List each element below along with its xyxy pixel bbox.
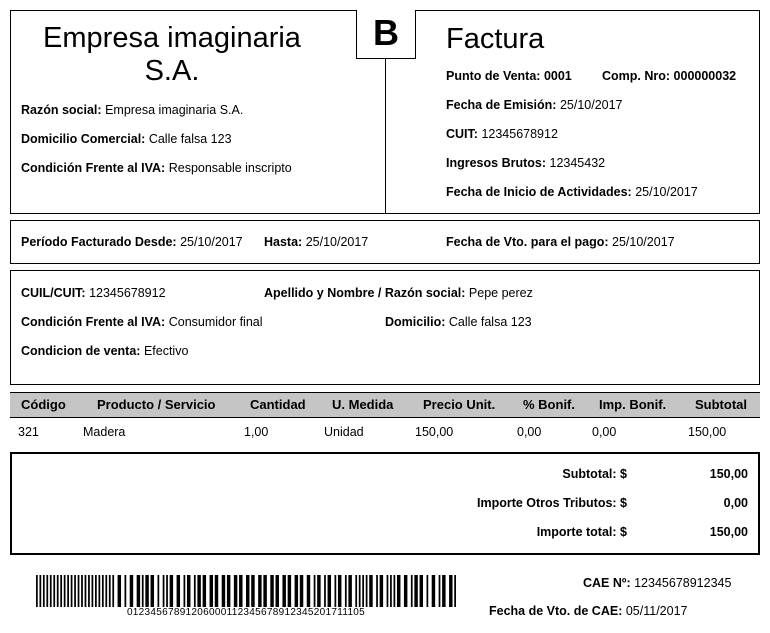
periodo-hasta-value: 25/10/2017: [305, 235, 369, 249]
barcode-bar: [439, 575, 441, 607]
punto-venta: [446, 69, 572, 83]
barcode-bar: [276, 575, 279, 607]
client-iva-label: Condición Frente al IVA:: [21, 315, 166, 329]
condicion-venta: [21, 344, 188, 358]
cell-subtotal: 150,00: [688, 425, 727, 439]
company-iva: [21, 161, 292, 175]
inicio-actividades-label: Fecha de Inicio de Actividades:: [446, 185, 632, 199]
barcode-number: 01234567891206000112345678912345201711105: [126, 607, 366, 618]
barcode-bar: [46, 575, 48, 607]
periodo-hasta-label: Hasta:: [264, 235, 303, 249]
client-iva-value: Consumidor final: [168, 315, 263, 329]
barcode-bar: [215, 575, 218, 607]
barcode-bar: [145, 575, 148, 607]
invoice-letter-box: [356, 10, 416, 59]
barcode-bar: [404, 575, 407, 607]
client-cuil-label: CUIL/CUIT:: [21, 286, 86, 300]
barcode-bar: [151, 575, 154, 607]
barcode-bar: [420, 575, 423, 607]
barcode-bar: [251, 575, 254, 607]
barcode-bar: [194, 575, 196, 607]
barcode-bar: [263, 575, 266, 607]
domicilio-comercial-value: Calle falsa 123: [148, 132, 232, 146]
company-iva-value: Responsable inscripto: [168, 161, 292, 175]
cae-value: 12345678912345: [634, 576, 732, 590]
fecha-vto-pago: [446, 235, 675, 249]
subtotal-label: Subtotal: $: [562, 467, 627, 481]
inicio-actividades-value: 25/10/2017: [635, 185, 698, 199]
barcode-bar: [222, 575, 225, 607]
ingresos-brutos-value: 12345432: [549, 156, 606, 170]
comp-nro: [602, 69, 736, 83]
cae-vto-value: 05/11/2017: [625, 604, 688, 618]
fecha-vto-pago-value: 25/10/2017: [612, 235, 675, 249]
barcode-bar: [234, 575, 237, 607]
barcode-bar: [60, 575, 62, 607]
emisor-cuit-label: CUIT:: [446, 127, 478, 141]
domicilio-comercial-label: Domicilio Comercial:: [21, 132, 146, 146]
barcode-bar: [64, 575, 66, 607]
barcode-bar: [295, 575, 298, 607]
barcode-bar: [427, 575, 429, 607]
invoice-title: Factura: [446, 23, 545, 55]
barcode-bar: [376, 575, 378, 607]
cell-codigo: 321: [18, 425, 39, 439]
barcode-bar: [355, 575, 357, 607]
invoice-letter: B: [373, 12, 399, 53]
barcode-bar: [166, 575, 168, 607]
barcode-bar: [125, 575, 127, 607]
cell-bonif: 0,00: [517, 425, 542, 439]
totals-box: [10, 452, 760, 555]
fecha-emision-value: 25/10/2017: [559, 98, 623, 112]
client-nombre-value: Pepe perez: [468, 286, 533, 300]
comp-nro-value: 000000032: [673, 69, 737, 83]
barcode-bar: [112, 575, 114, 607]
barcode-bar: [397, 575, 400, 607]
razon-social-value: Empresa imaginaria S.A.: [105, 103, 244, 117]
barcode-bar: [36, 575, 38, 607]
inicio-actividades: [446, 185, 698, 199]
comp-nro-label: Comp. Nro:: [602, 69, 671, 83]
cae-vencimiento: [489, 604, 687, 618]
barcode-bar: [359, 575, 361, 607]
barcode-bar: [227, 575, 230, 607]
barcode-bar: [187, 575, 190, 607]
barcode-bar: [81, 575, 83, 607]
barcode-bar: [92, 575, 94, 607]
col-header-umedida: U. Medida: [332, 397, 394, 412]
ingresos-brutos: [446, 156, 605, 170]
col-header-cantidad: Cantidad: [250, 397, 306, 412]
importe-total-value: 150,00: [709, 525, 748, 539]
barcode-bar: [50, 575, 52, 607]
col-header-precio: Precio Unit.: [423, 397, 496, 412]
barcode-bar: [314, 575, 316, 607]
col-header-codigo: Código: [21, 397, 66, 412]
barcode-bar: [432, 575, 435, 607]
barcode-bar: [300, 575, 303, 607]
otros-tributos-value: 0,00: [723, 496, 748, 510]
barcode-image: [36, 575, 456, 607]
barcode-bar: [142, 575, 144, 607]
barcode-bar: [197, 575, 200, 607]
cell-precio: 150,00: [415, 425, 454, 439]
cell-cantidad: 1,00: [244, 425, 269, 439]
col-header-producto: Producto / Servicio: [97, 397, 216, 412]
barcode-bar: [387, 575, 389, 607]
barcode-bar: [414, 575, 417, 607]
condicion-venta-label: Condicion de venta:: [21, 344, 141, 358]
barcode-bar: [454, 575, 456, 607]
ingresos-brutos-label: Ingresos Brutos:: [446, 156, 547, 170]
barcode-bar: [67, 575, 69, 607]
periodo-hasta: [264, 235, 368, 249]
barcode-bar: [102, 575, 104, 607]
barcode-bar: [246, 575, 249, 607]
cae: [583, 576, 731, 590]
otros-tributos-label: Importe Otros Tributos: $: [476, 496, 627, 510]
company-name-line2: S.A.: [144, 55, 200, 87]
barcode-bar: [366, 575, 368, 607]
emisor-cuit-value: 12345678912: [481, 127, 558, 141]
client-cuil-value: 12345678912: [89, 286, 166, 300]
company-iva-label: Condición Frente al IVA:: [21, 161, 166, 175]
barcode-bar: [71, 575, 73, 607]
col-header-bonif: % Bonif.: [523, 397, 575, 412]
company-domicilio: [21, 132, 232, 146]
barcode-bar: [53, 575, 55, 607]
company-name-line1: Empresa imaginaria: [43, 22, 301, 54]
client-iva: [21, 315, 263, 329]
barcode-bar: [338, 575, 341, 607]
barcode-bar: [210, 575, 213, 607]
barcode-bar: [74, 575, 76, 607]
razon-social-label: Razón social:: [21, 103, 102, 117]
barcode-bar: [98, 575, 100, 607]
barcode-bar: [390, 575, 392, 607]
barcode-bar: [442, 575, 445, 607]
barcode-bar: [258, 575, 261, 607]
barcode-bar: [282, 575, 285, 607]
barcode-bar: [270, 575, 273, 607]
barcode-bar: [170, 575, 173, 607]
periodo-desde-label: Período Facturado Desde:: [21, 235, 177, 249]
barcode-bar: [449, 575, 452, 607]
barcode-bar: [78, 575, 80, 607]
barcode-bar: [88, 575, 90, 607]
barcode-bar: [348, 575, 351, 607]
barcode-bar: [157, 575, 159, 607]
barcode-bar: [239, 575, 242, 607]
barcode-bar: [345, 575, 347, 607]
barcode-bar: [177, 575, 180, 607]
client-nombre-label: Apellido y Nombre / Razón social:: [264, 286, 466, 300]
barcode-bar: [369, 575, 372, 607]
client-domicilio-value: Calle falsa 123: [448, 315, 532, 329]
barcode-bar: [328, 575, 331, 607]
company-razon-social: [21, 103, 243, 117]
barcode-bar: [203, 575, 206, 607]
barcode-bar: [57, 575, 59, 607]
barcode-bar: [335, 575, 337, 607]
condicion-venta-value: Efectivo: [143, 344, 189, 358]
subtotal-value: 150,00: [709, 467, 748, 481]
cell-producto: Madera: [83, 425, 126, 439]
punto-venta-label: Punto de Venta:: [446, 69, 541, 83]
barcode-bar: [43, 575, 45, 607]
header-divider: [385, 58, 386, 214]
barcode-bar: [105, 575, 107, 607]
emisor-cuit: [446, 127, 558, 141]
barcode-bar: [324, 575, 326, 607]
barcode-bar: [307, 575, 310, 607]
barcode-bar: [130, 575, 133, 607]
barcode-bar: [39, 575, 41, 607]
client-domicilio-label: Domicilio:: [385, 315, 446, 329]
barcode-bar: [394, 575, 396, 607]
barcode-bar: [118, 575, 121, 607]
barcode-bar: [95, 575, 97, 607]
fecha-vto-pago-label: Fecha de Vto. para el pago:: [446, 235, 609, 249]
cae-vto-label: Fecha de Vto. de CAE:: [489, 604, 623, 618]
cell-umedida: Unidad: [324, 425, 364, 439]
barcode-bar: [137, 575, 140, 607]
barcode-bar: [85, 575, 87, 607]
fecha-emision: [446, 98, 623, 112]
barcode-bar: [362, 575, 364, 607]
cell-imp-bonif: 0,00: [592, 425, 617, 439]
client-cuil: [21, 286, 166, 300]
barcode-bar: [163, 575, 165, 607]
periodo-desde-value: 25/10/2017: [180, 235, 243, 249]
fecha-emision-label: Fecha de Emisión:: [446, 98, 557, 112]
col-header-imp-bonif: Imp. Bonif.: [599, 397, 667, 412]
barcode-bar: [109, 575, 111, 607]
punto-venta-value: 0001: [543, 69, 572, 83]
col-header-subtotal: Subtotal: [695, 397, 747, 412]
company-name: [10, 22, 334, 88]
barcode-bar: [411, 575, 413, 607]
barcode-bar: [317, 575, 320, 607]
cae-label: CAE Nº:: [583, 576, 631, 590]
periodo-desde: [21, 235, 243, 249]
client-nombre: [264, 286, 533, 300]
barcode-bar: [184, 575, 186, 607]
barcode-bar: [380, 575, 383, 607]
client-domicilio: [385, 315, 532, 329]
barcode-bar: [288, 575, 291, 607]
importe-total-label: Importe total: $: [536, 525, 627, 539]
